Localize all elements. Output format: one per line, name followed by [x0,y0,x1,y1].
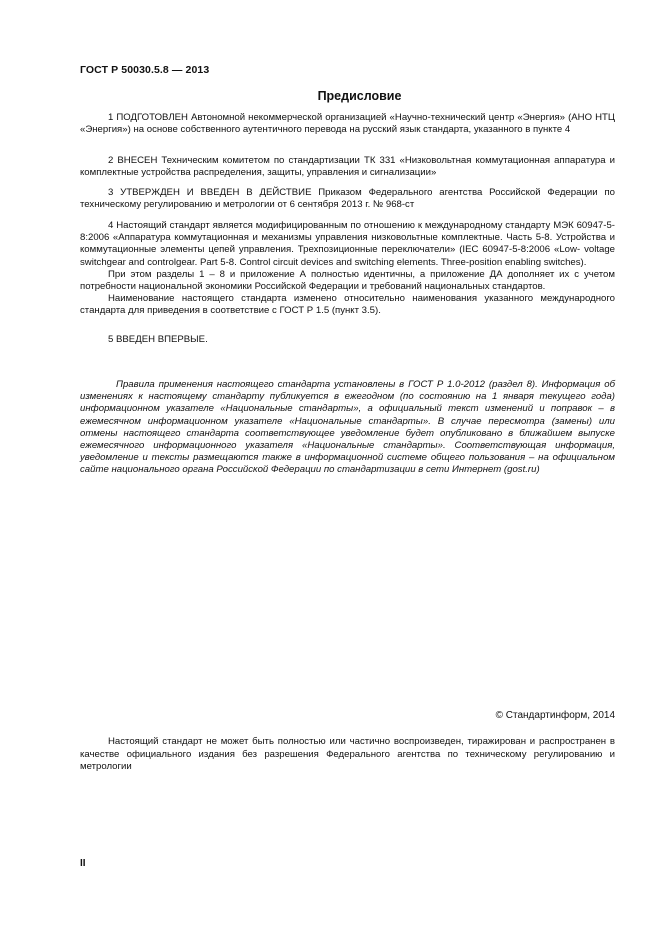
item-1 [80,112,615,136]
page-title: Предисловие [317,89,402,103]
item-4-text: 4 Настоящий стандарт является модифицированным по отношению к международному стандарту МЭК 60947-5-8:2006 «Аппаратура коммутационная и механизмы управления низковольтные комплектные. Часть 5-8. Устройства и коммутационные элементы цепей управления. Трехпозиционные переключатели» (IEC 60947-5-8:2006 «Low- voltage switchgear and controlgear. Part 5-8. Control circuit devices and switching elements. Three-position enabling switches). [80,220,615,268]
copyright: © Стандартинформ, 2014 [495,710,615,721]
item-2 [80,155,615,179]
item-4 [80,220,615,318]
item-2-text: 2 ВНЕСЕН Техническим комитетом по стандартизации ТК 331 «Низковольтная коммутационная аппаратура и комплектные устройства распределения, защиты, управления и сигнализации» [80,155,615,179]
rules-note-text: Правила применения настоящего стандарта установлены в ГОСТ Р 1.0-2012 (раздел 8). Информация об изменениях к настоящему стандарту публикуется в ежегодном (по состоянию на 1 января текущего года) информационном указателе «Национальные стандарты», а официальный текст изменений и поправок – в ежемесячном информационном указателе «Национальные стандарты». В случае пересмотра (замены) или отмены настоящего стандарта соответствующее уведомление будет опубликовано в ближайшем выпуске ежемесячного информационного указателя «Национальные стандарты». Соответствующая информация, уведомление и тексты размещаются также в информационной системе общего пользования – на официальном сайте национального органа Российской Федерации по стандартизации в сети Интернет (gost.ru) [80,379,615,476]
item-4-paragraph-c: Наименование настоящего стандарта изменено относительно наименования указанного международного стандарта для приведения в соответствие с ГОСТ Р 1.5 (пункт 3.5). [80,293,615,317]
reproduction-notice-text: Настоящий стандарт не может быть полностью или частично воспроизведен, тиражирован и распространен в качестве официального издания без разрешения Федерального агентства по техническому регулированию и метрологии [80,736,615,773]
item-1-text: 1 ПОДГОТОВЛЕН Автономной некоммерческой организацией «Научно-технический центр «Энергия» (АНО НТЦ «Энергия») на основе собственного аутентичного перевода на русский язык стандарта, указанного в пункте 4 [80,112,615,136]
page-number: II [80,858,86,869]
item-3 [80,187,615,211]
rules-note [80,379,615,477]
item-4-paragraph-b: При этом разделы 1 – 8 и приложение А полностью идентичны, а приложение ДА дополняет их с учетом потребности национальной экономики Российской Федерации и требований национальных стандартов. [80,268,615,293]
item-3-text: 3 УТВЕРЖДЕН И ВВЕДЕН В ДЕЙСТВИЕ Приказом Федерального агентства Российской Федерации по техническому регулированию и метрологии от 6 сентября 2013 г. № 968-ст [80,187,615,211]
reproduction-notice [80,736,615,774]
item-5-text: 5 ВВЕДЕН ВПЕРВЫЕ. [108,334,208,345]
document-code: ГОСТ Р 50030.5.8 — 2013 [80,64,210,76]
item-5 [80,334,615,346]
